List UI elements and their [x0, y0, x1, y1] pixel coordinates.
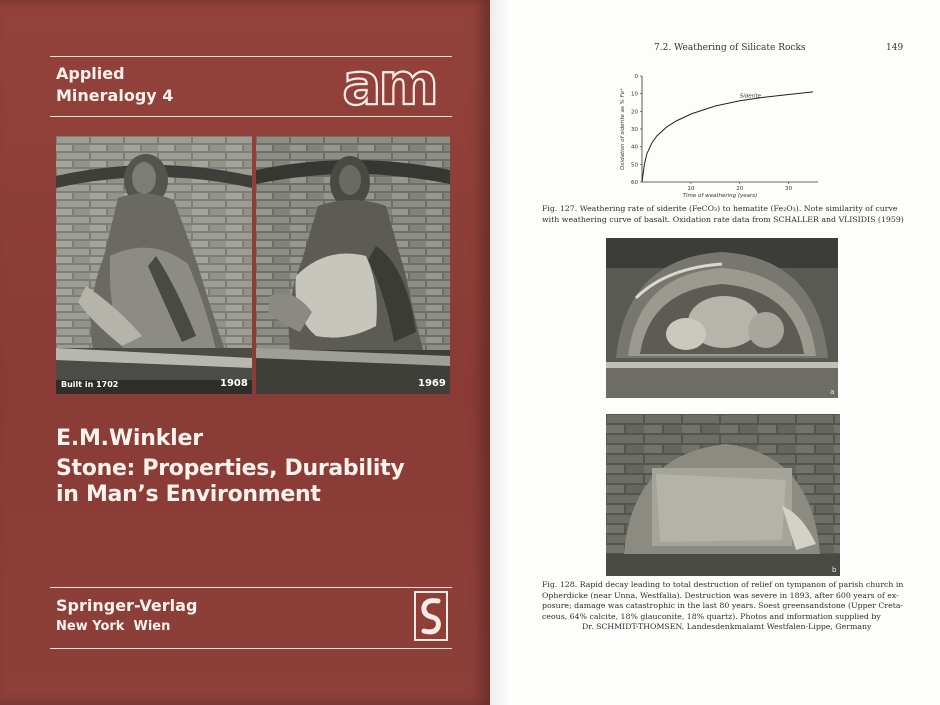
caption-line: Fig. 128. Rapid decay leading to total destruction of relief on tympanon of parish church in	[542, 580, 904, 589]
chart-x-label: Time of weathering (years)	[682, 193, 758, 199]
photo-year-1908: 1908	[220, 378, 248, 389]
chart-axes	[642, 76, 818, 182]
series-label: Siderite	[739, 93, 762, 100]
siderite-weathering-chart	[612, 52, 832, 200]
chart-y-label: Oxidation of siderite as % Fe⁺	[620, 87, 626, 171]
y-tick-label: 30	[631, 127, 638, 133]
y-tick-label: 20	[631, 109, 638, 116]
x-tick-label: 10	[687, 186, 695, 192]
photo-year-1969: 1969	[418, 378, 446, 389]
am-series-logo	[326, 60, 452, 112]
y-tick-label: 10	[631, 91, 638, 98]
y-tick-label: 60	[631, 180, 638, 186]
y-tick-label: 40	[631, 144, 638, 151]
book-title-line-2: in Man’s Environment	[56, 482, 321, 507]
springer-logo	[414, 591, 448, 641]
tympanon-photo-a	[606, 238, 838, 398]
tympanon-photo-b	[606, 414, 840, 576]
page-gutter	[490, 0, 512, 705]
figure-127-caption	[542, 204, 902, 225]
built-year-label: Built in 1702	[61, 380, 119, 389]
caption-line: posure; damage was catastrophic in the last 80 years. Soest greensandstone (Upper Creta-	[542, 601, 904, 611]
statue-photo-1969	[256, 136, 450, 394]
x-tick-label: 20	[736, 186, 744, 192]
series-line-siderite	[642, 92, 813, 182]
y-tick-label: 50	[631, 162, 638, 169]
y-tick-label: 0	[634, 74, 638, 80]
figure-128-caption	[542, 580, 902, 633]
book-author: E.M.Winkler	[56, 426, 203, 451]
springer-logo-letter: S	[430, 623, 432, 624]
photo-a-label: a	[830, 388, 835, 396]
am-logo-text: am	[342, 60, 436, 112]
caption-line: ceous, 64% calcite, 18% glauconite, 18% quartz). Photos and information supplied by	[542, 611, 881, 621]
x-tick-label: 30	[785, 186, 793, 192]
photo-b-label: b	[832, 566, 837, 574]
caption-line: with weathering curve of basalt. Oxidation rate data from SCHALLER and VLISIDIS (1959)	[542, 214, 904, 224]
page-number: 149	[886, 43, 904, 53]
series-number: Mineralogy 4	[56, 86, 174, 105]
running-head: 7.2. Weathering of Silicate Rocks	[654, 43, 806, 53]
publisher-top-rule	[50, 587, 452, 588]
top-rule	[50, 56, 452, 57]
publisher-cities: New York Wien	[56, 619, 171, 634]
bottom-rule	[50, 648, 452, 649]
caption-line: Fig. 127. Weathering rate of siderite (FeCO₃) to hematite (Fe₂O₃). Note similarity of curve	[542, 204, 898, 213]
logo-rule	[50, 116, 452, 117]
book-title-line-1: Stone: Properties, Durability	[56, 456, 405, 481]
caption-line: Opherdicke (near Unna, Westfalia). Destruction was severe in 1893, after 600 years of ex-	[542, 590, 899, 600]
caption-line: Dr. SCHMIDT-THOMSEN, Landesdenkmalamt Westfalen-Lippe, Germany	[582, 622, 872, 632]
series-name: Applied	[56, 64, 125, 83]
publisher-name: Springer-Verlag	[56, 596, 198, 615]
statue-photo-1908	[56, 136, 252, 394]
